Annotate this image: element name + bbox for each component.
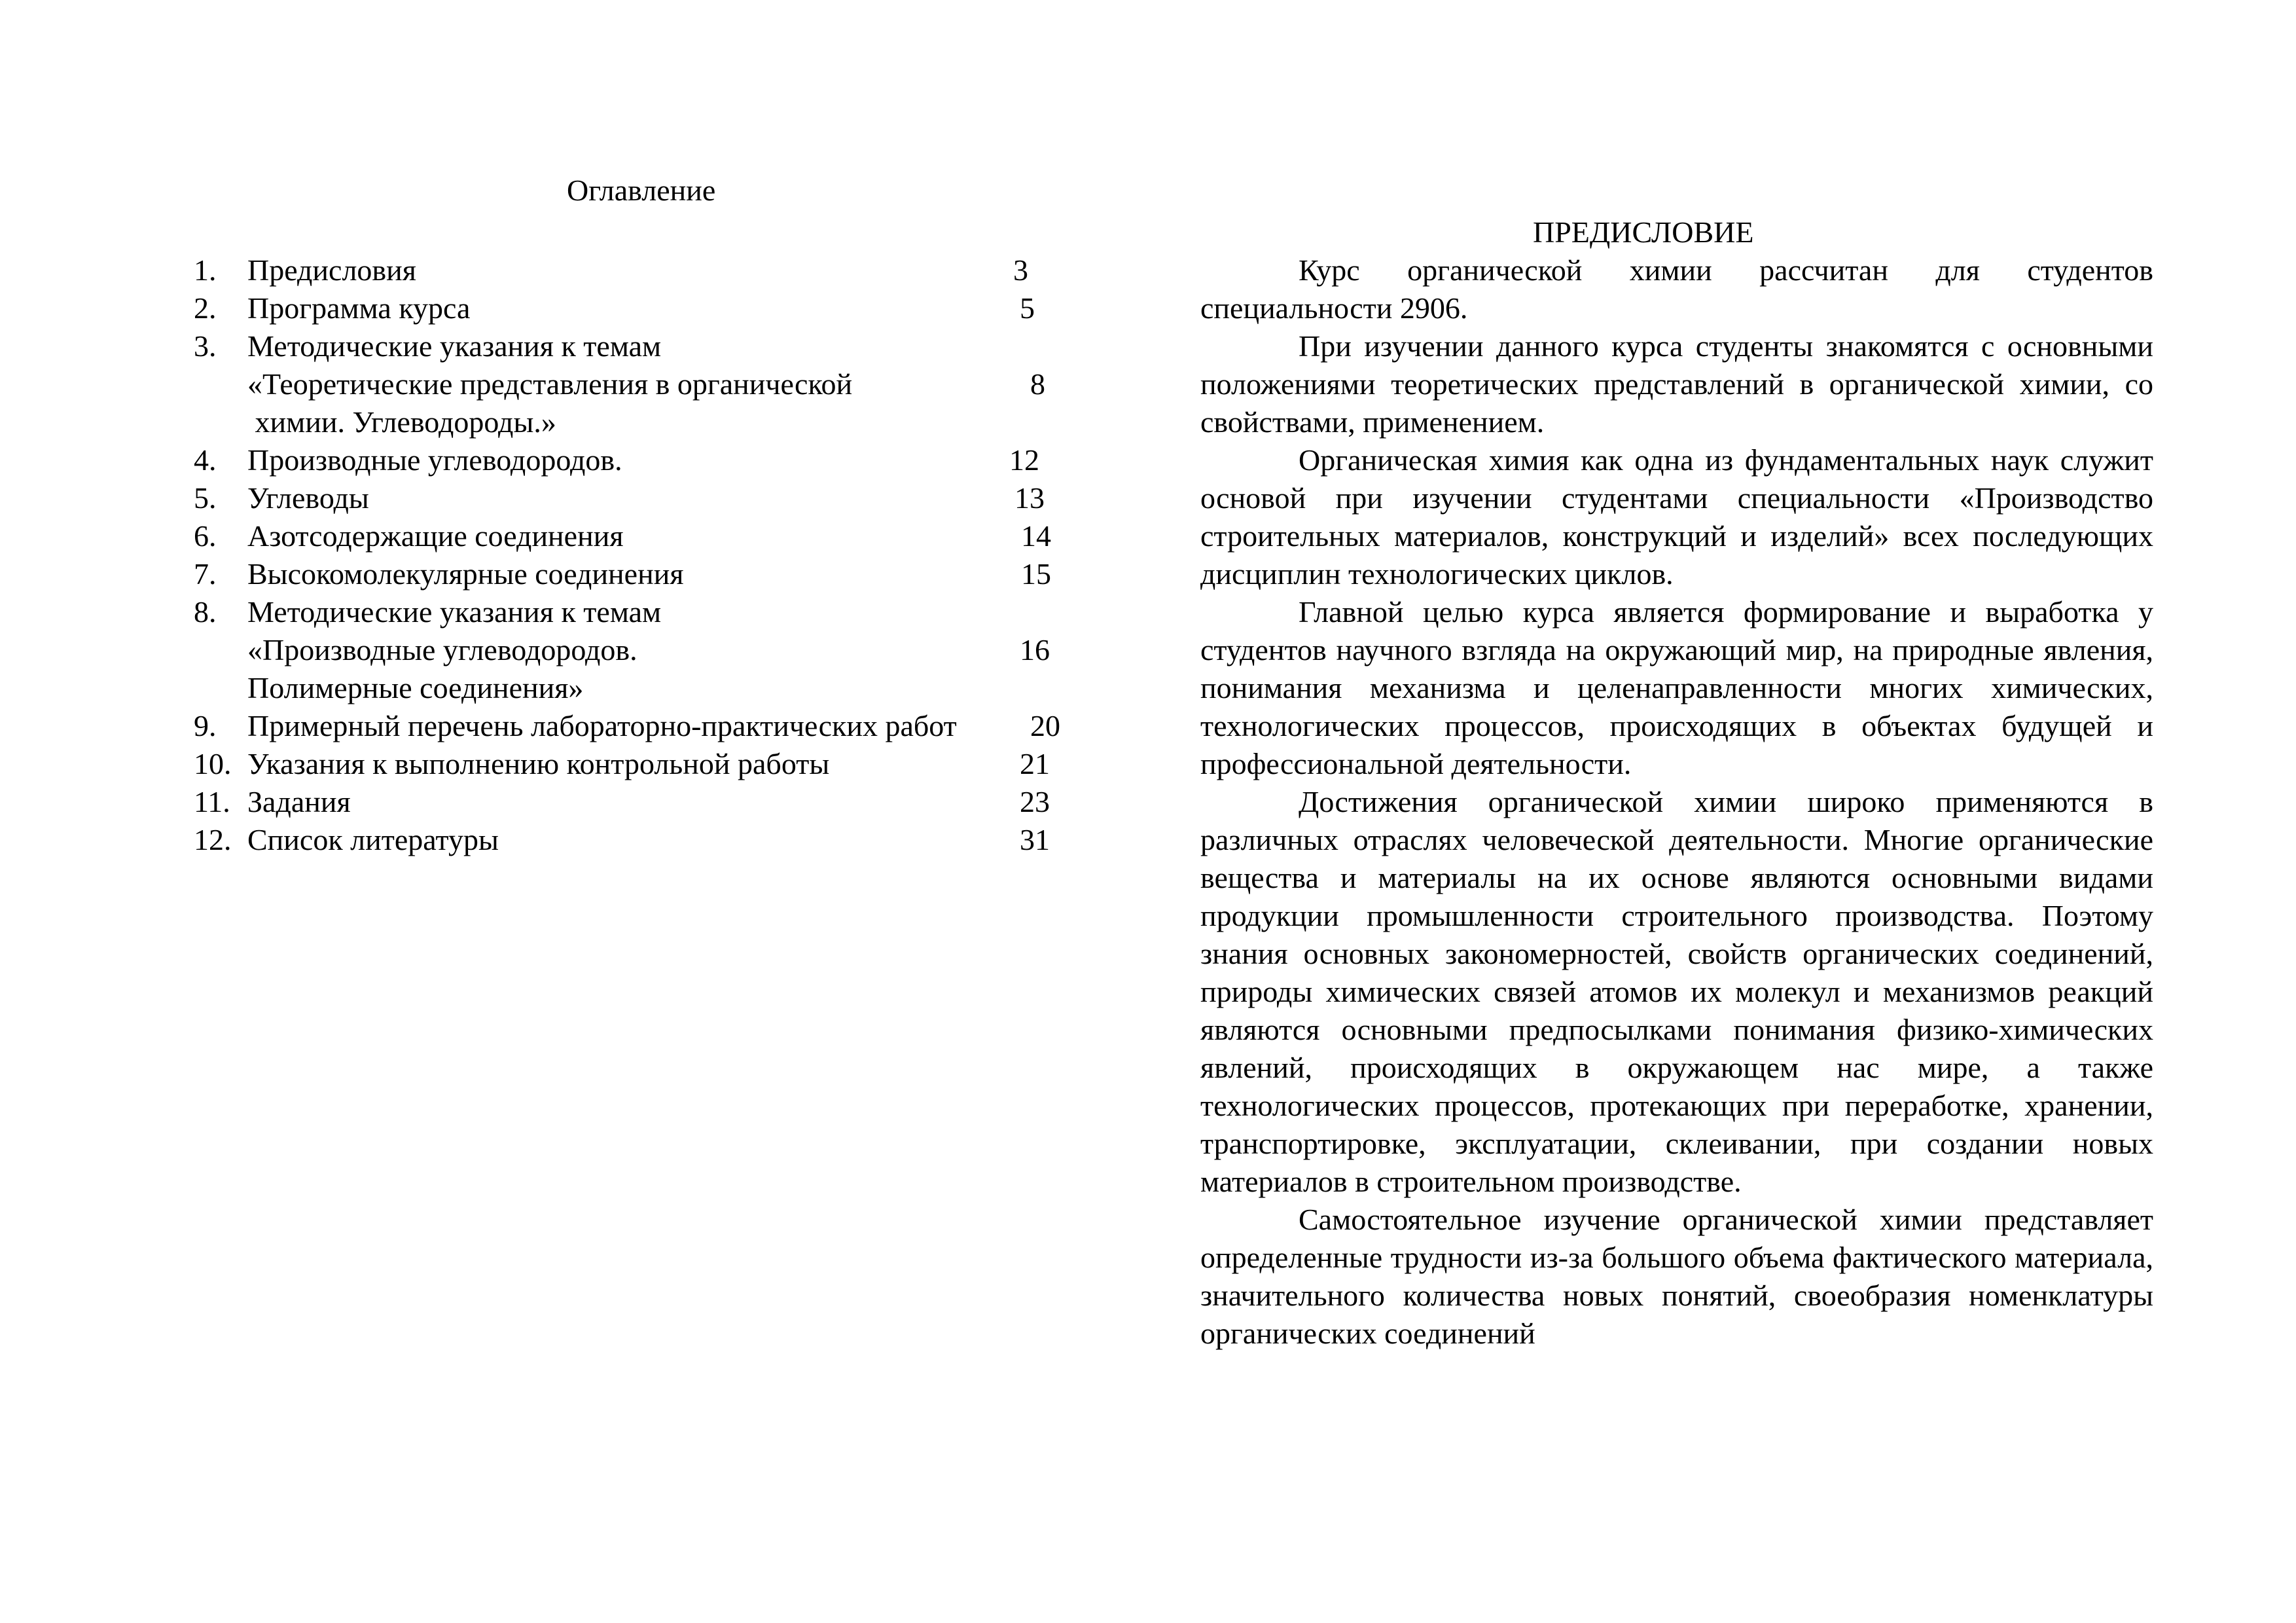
toc-entry-page: 12 xyxy=(1009,443,1039,477)
toc-entry-number: 9. xyxy=(194,709,217,742)
toc-entry-page: 23 xyxy=(1020,785,1050,818)
toc-entry xyxy=(194,745,1071,783)
toc-entry xyxy=(194,783,1071,821)
toc-entry-number: 10. xyxy=(194,747,232,780)
toc-entry-title: Задания xyxy=(247,785,351,818)
toc-entry-title: Методические указания к темам xyxy=(247,595,662,629)
toc-entry xyxy=(194,821,1071,859)
toc-entry-page: 21 xyxy=(1020,747,1050,780)
foreword-paragraph: При изучении данного курса студенты знакомятся с основными положениями теоретических представлений в органической химии, со свойствами, применением. xyxy=(1200,329,2153,439)
toc-entry xyxy=(194,441,1071,479)
toc-entry-page: 14 xyxy=(1021,519,1051,553)
toc-entry-number: 6. xyxy=(194,519,217,553)
toc-entry-page: 13 xyxy=(1014,481,1045,515)
foreword-paragraph: Достижения органической химии широко применяются в различных отраслях человеческой деятельности. Многие органические вещества и материалы на их основе являются основными видами продукции промышленности строительного производства. Поэтому знания основных закономерностей, свойств органических соединений, природы химических связей атомов их молекул и механизмов реакций являются основными предпосылками понимания физико-химических явлений, происходящих в окружающем нас мире, а также технологических процессов, протекающих при переработке, хранении, транспортировке, эксплуатации, склеивании, при создании новых материалов в строительном производстве. xyxy=(1200,785,2153,1198)
toc-entry-number: 5. xyxy=(194,481,217,515)
foreword-paragraph: Органическая химия как одна из фундаментальных наук служит основой при изучении студентами специальности «Производство строительных материалов, конструкций и изделий» всех последующих дисциплин технологических циклов. xyxy=(1200,443,2153,591)
toc-title: Оглавление xyxy=(567,173,716,207)
toc-entry-title: Примерный перечень лабораторно-практических работ xyxy=(247,709,957,742)
toc-entry xyxy=(194,365,1071,403)
toc-entry xyxy=(194,669,1071,707)
toc-entry xyxy=(194,251,1071,289)
toc-entry xyxy=(194,555,1071,593)
toc-entry-page: 16 xyxy=(1020,633,1050,666)
toc-entry xyxy=(194,327,1071,365)
toc-entry-title: Указания к выполнению контрольной работы xyxy=(247,747,830,780)
toc-entry-title: Предисловия xyxy=(247,253,416,287)
right-page xyxy=(1148,0,2296,1623)
toc-entry-title: Азотсодержащие соединения xyxy=(247,519,624,553)
toc-entry-number: 7. xyxy=(194,557,217,591)
toc-list xyxy=(194,251,1071,859)
toc-entry-page: 15 xyxy=(1021,557,1051,591)
toc-entry-title: Углеводы xyxy=(247,481,369,515)
foreword-title: ПРЕДИСЛОВИЕ xyxy=(1533,215,1754,249)
toc-entry-title: Программа курса xyxy=(247,291,471,325)
toc-entry xyxy=(194,631,1071,669)
toc-entry-title: «Теоретические представления в органической xyxy=(247,367,853,401)
toc-entry-number: 4. xyxy=(194,443,217,477)
toc-entry-title: Высокомолекулярные соединения xyxy=(247,557,684,591)
toc-entry-title: Список литературы xyxy=(247,823,499,856)
toc-entry-page: 8 xyxy=(1030,367,1045,401)
toc-entry-number: 12. xyxy=(194,823,232,856)
toc-entry-title: Полимерные соединения» xyxy=(247,671,584,704)
foreword-paragraph: Главной целью курса является формирование и выработка у студентов научного взгляда на окружающий мир, на природные явления, понимания механизма и целенаправленности многих химических, технологических процессов, происходящих в объектах будущей и профессиональной деятельности. xyxy=(1200,595,2153,780)
toc-entry-number: 11. xyxy=(194,785,230,818)
foreword-paragraph: Курс органической химии рассчитан для студентов специальности 2906. xyxy=(1200,253,2153,325)
toc-entry-page: 20 xyxy=(1030,709,1060,742)
toc-entry-number: 8. xyxy=(194,595,217,629)
toc-entry xyxy=(194,289,1071,327)
foreword-paragraph: Самостоятельное изучение органической химии представляет определенные трудности из-за большого объема фактического материала, значительного количества новых понятий, своеобразия номенклатуры органических соединений xyxy=(1200,1203,2153,1350)
toc-entry xyxy=(194,707,1071,745)
toc-entry-page: 5 xyxy=(1020,291,1035,325)
toc-entry-number: 3. xyxy=(194,329,217,363)
toc-entry-title: Методические указания к темам xyxy=(247,329,662,363)
toc-entry-number: 2. xyxy=(194,291,217,325)
foreword-body xyxy=(1200,251,2153,1353)
toc-entry-number: 1. xyxy=(194,253,217,287)
toc-entry-title: «Производные углеводородов. xyxy=(247,633,637,666)
toc-entry xyxy=(194,593,1071,631)
toc-entry xyxy=(194,479,1071,517)
toc-entry-title: химии. Углеводороды.» xyxy=(247,405,556,439)
toc-entry-page: 31 xyxy=(1020,823,1050,856)
toc-entry xyxy=(194,517,1071,555)
toc-entry xyxy=(194,403,1071,441)
toc-entry-title: Производные углеводородов. xyxy=(247,443,622,477)
toc-entry-page: 3 xyxy=(1013,253,1028,287)
